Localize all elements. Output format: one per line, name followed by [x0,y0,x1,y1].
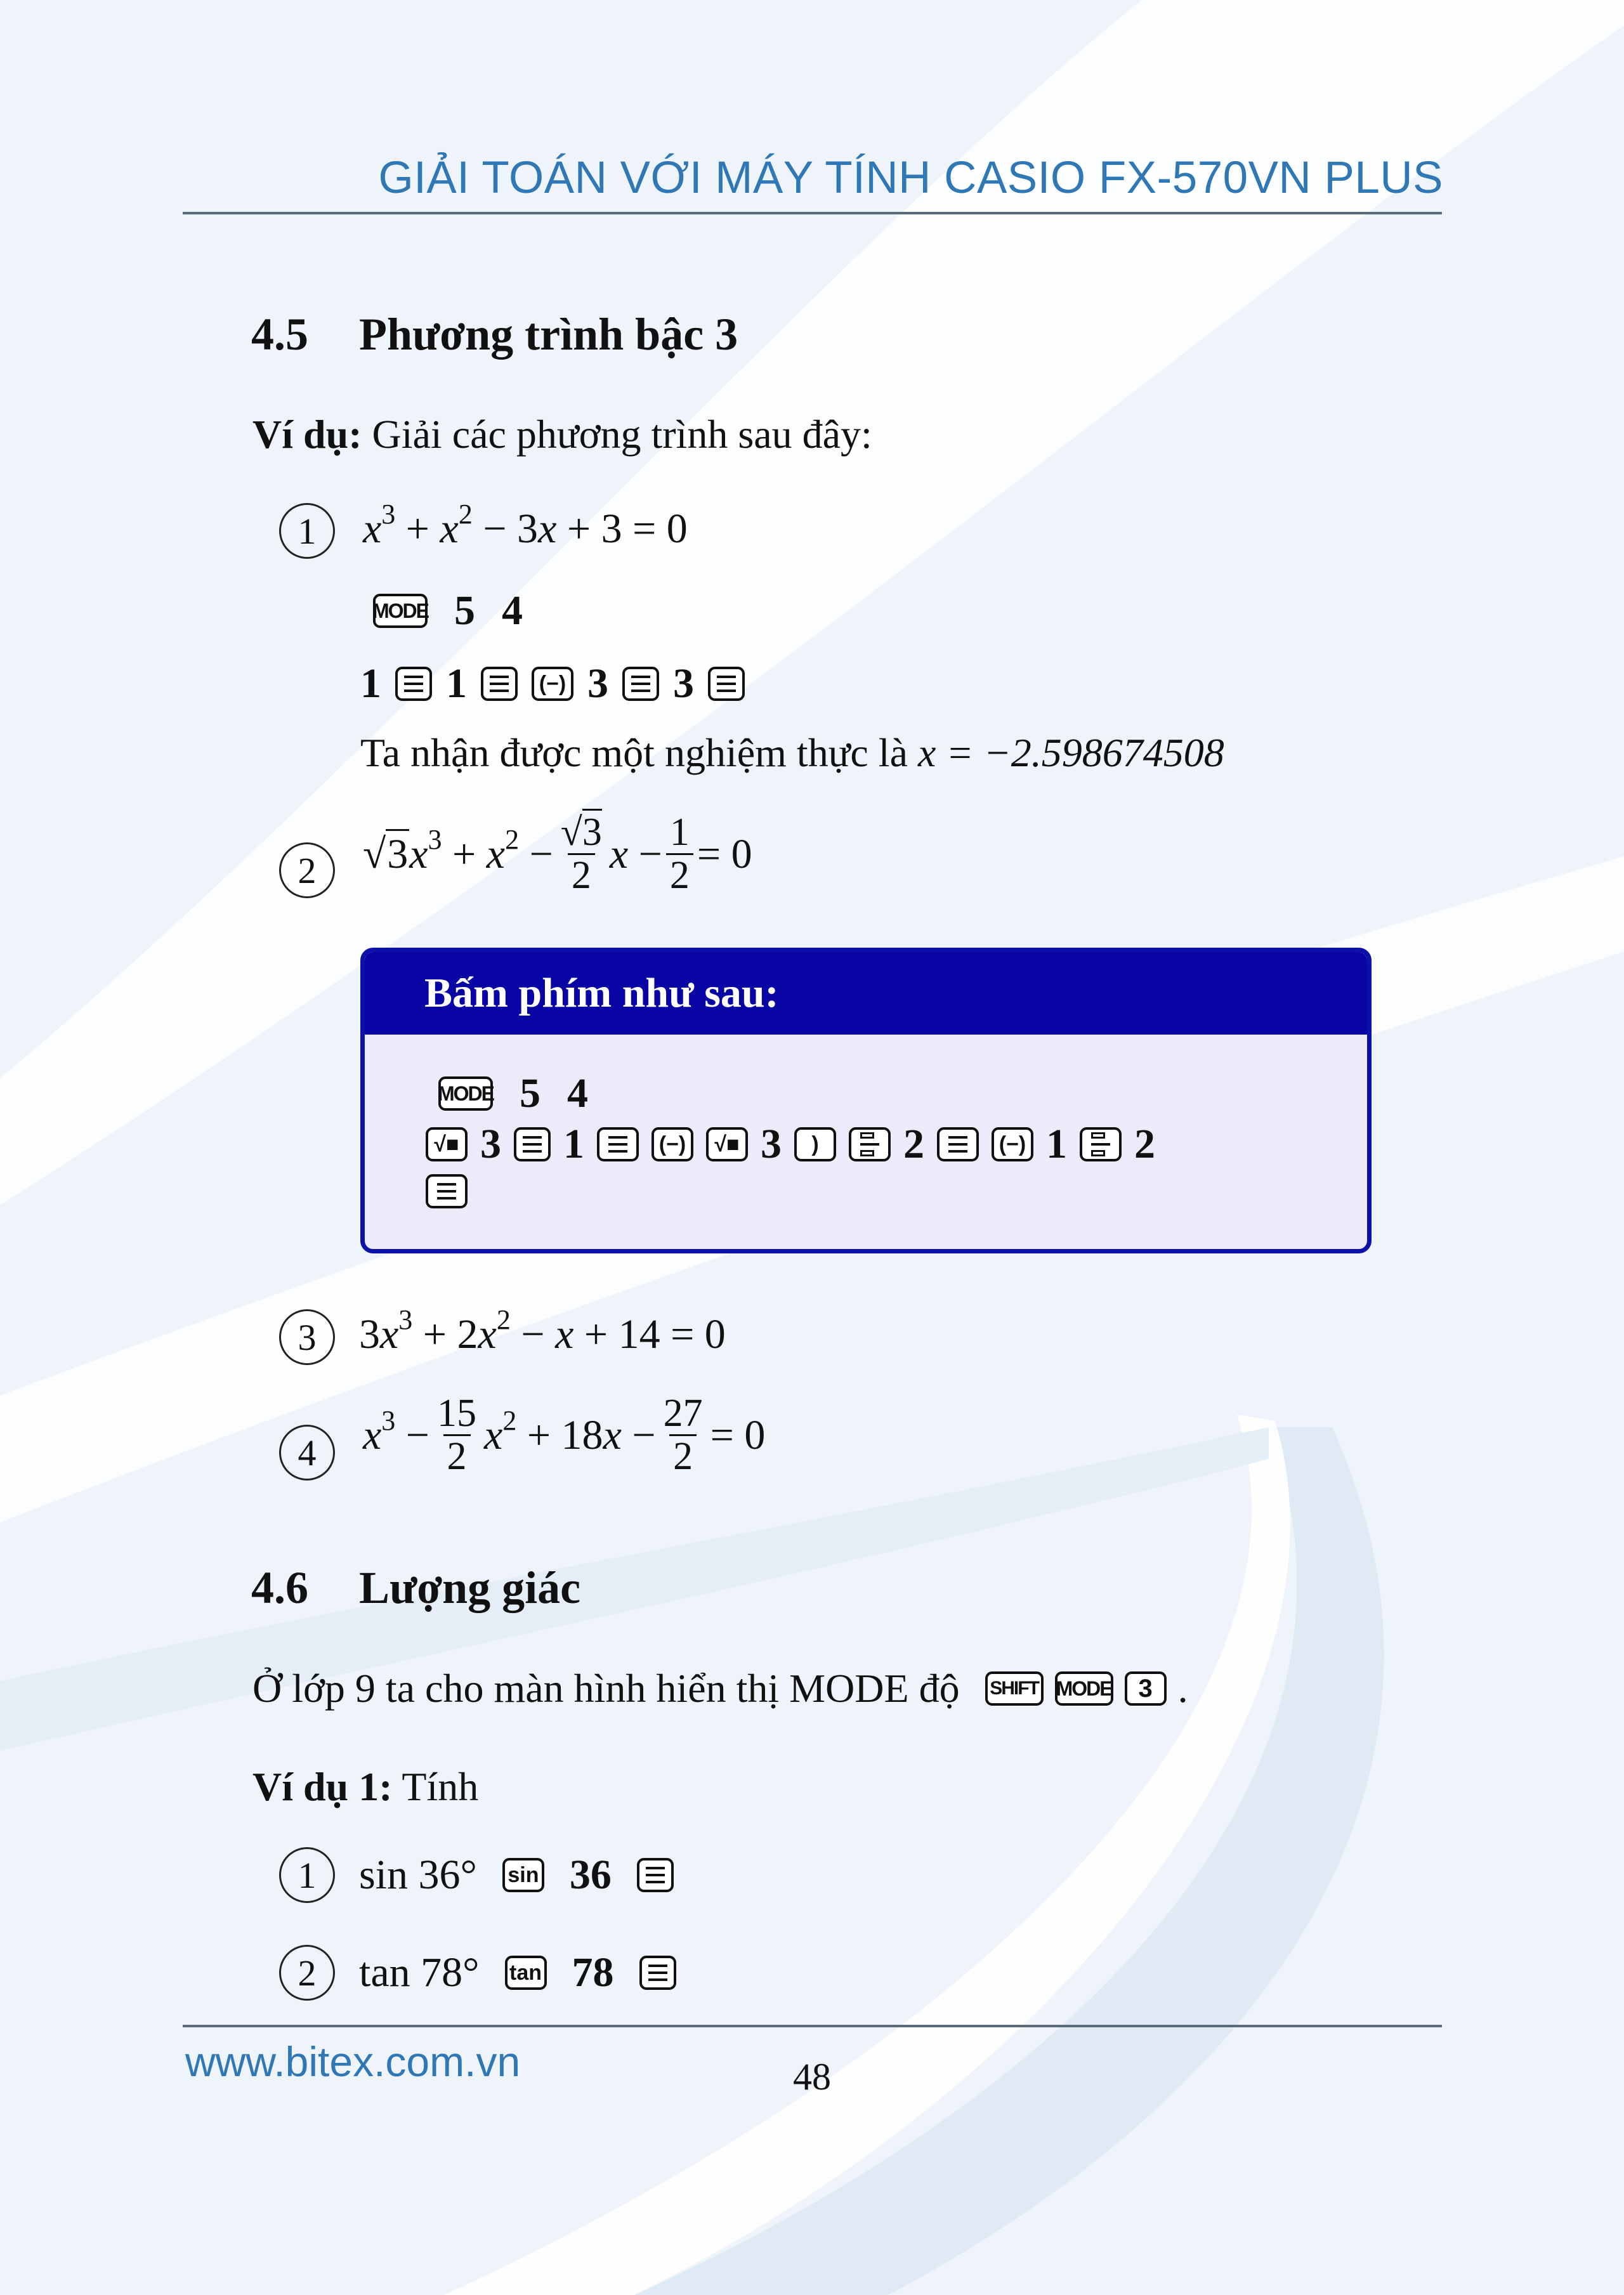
example-text: Tính [402,1764,479,1809]
digit: 1 [563,1121,584,1167]
digit: 3 [761,1121,782,1167]
three-key-icon: 3 [1125,1671,1167,1706]
example-text: Giải các phương trình sau đây: [372,412,872,457]
digit: 36 [569,1852,612,1898]
mode-key-icon: MODE [1055,1671,1113,1706]
key-sequence-final [426,1174,468,1208]
item-number: 1 [279,1847,335,1903]
key-sequence-mode [373,587,523,635]
equals-key-icon [514,1127,551,1161]
equals-key-icon [481,667,518,701]
trig-row-sin [359,1847,674,1903]
negative-key-icon: (−) [992,1127,1033,1161]
section-title: Phương trình bậc 3 [359,309,738,360]
item-number: 2 [279,1945,335,2001]
key-sequence-mode [438,1069,588,1118]
tan-key-icon: tan [505,1956,547,1990]
key-sequence-coefficients [426,1120,1155,1168]
key-sequence-coefficients [360,660,745,708]
digit: 2 [1134,1121,1155,1167]
item-number: 2 [279,842,335,898]
item-number: 1 [279,503,335,559]
instruction-box [360,948,1372,1253]
result-text: Ta nhận được một nghiệm thực là [360,730,908,775]
digit: 3 [587,660,608,707]
equals-key-icon [637,1858,674,1892]
equals-key-icon [597,1127,639,1161]
fraction-key-icon [849,1127,891,1161]
digit: 78 [572,1949,614,1996]
example-line [252,1763,478,1810]
digit: 1 [1046,1121,1067,1167]
digit: 5 [520,1070,540,1116]
header-rule [183,212,1442,214]
instruction-box-title: Bấm phím như sau: [365,952,1367,1035]
digit: 1 [446,660,467,707]
trig-expression: tan 78° [359,1949,480,1996]
negative-key-icon: (−) [532,667,573,701]
sqrt-key-icon: √■ [706,1127,748,1161]
item-number: 3 [279,1309,335,1365]
digit: 5 [454,587,475,634]
equals-key-icon [395,667,432,701]
shift-key-icon: SHIFT [985,1671,1044,1706]
section-number: 4.6 [251,1562,308,1613]
mode-key-icon: MODE [373,594,428,628]
equation-4: $x^3$ − $\frac{15}{2}$ $x^2 + 18x$ − $\frac{27}{2}$ = 0 [363,1392,766,1479]
equation-1: $x^3 + x^2 - 3x + 3 = 0$ [363,499,688,552]
digit: 3 [480,1121,501,1167]
equals-key-icon [426,1174,468,1208]
equals-key-icon [937,1127,979,1161]
intro-text: Ở lớp 9 ta cho màn hình hiển thị MODE độ [252,1666,960,1711]
mode-key-icon: MODE [438,1076,493,1111]
fraction-key-icon [1080,1127,1122,1161]
page-number: 48 [793,2056,831,2098]
trig-expression: sin 36° [359,1852,477,1898]
trig-row-tan [359,1945,676,2001]
negative-key-icon: (−) [652,1127,693,1161]
section-number: 4.5 [251,309,308,360]
item-number: 4 [279,1425,335,1481]
footer-rule [183,2025,1442,2027]
section-title: Lượng giác [359,1562,581,1613]
equation-3: $3x^3 + 2x^2 - x + 14 = 0$ [359,1304,726,1357]
equals-key-icon [708,667,745,701]
intro-line: Ở lớp 9 ta cho màn hình hiển thị MODE độ SHIFT MODE 3 . [252,1666,1188,1711]
result-line [360,729,1224,776]
close-paren-key-icon: ) [794,1127,836,1161]
equals-key-icon [639,1956,676,1990]
example-line [252,411,872,458]
result-value: x = −2.598674508 [917,730,1224,775]
digit: 4 [567,1070,588,1116]
footer-url[interactable]: www.bitex.com.vn [185,2038,521,2085]
sin-key-icon: sin [502,1858,544,1892]
sqrt-key-icon: √■ [426,1127,468,1161]
header-title: GIẢI TOÁN VỚI MÁY TÍNH CASIO FX-570VN PLUS [378,153,1443,203]
digit: 3 [673,660,694,707]
digit: 4 [502,587,523,634]
example-label: Ví dụ 1: [252,1764,393,1809]
example-label: Ví dụ: [252,412,362,457]
equation-2: $√3x^3 + x^2$ − $\frac{√3}{2}$ x − $\frac{1}{2}$ = 0 [363,812,752,896]
equals-key-icon [622,667,659,701]
digit: 1 [360,660,381,707]
digit: 2 [903,1121,924,1167]
